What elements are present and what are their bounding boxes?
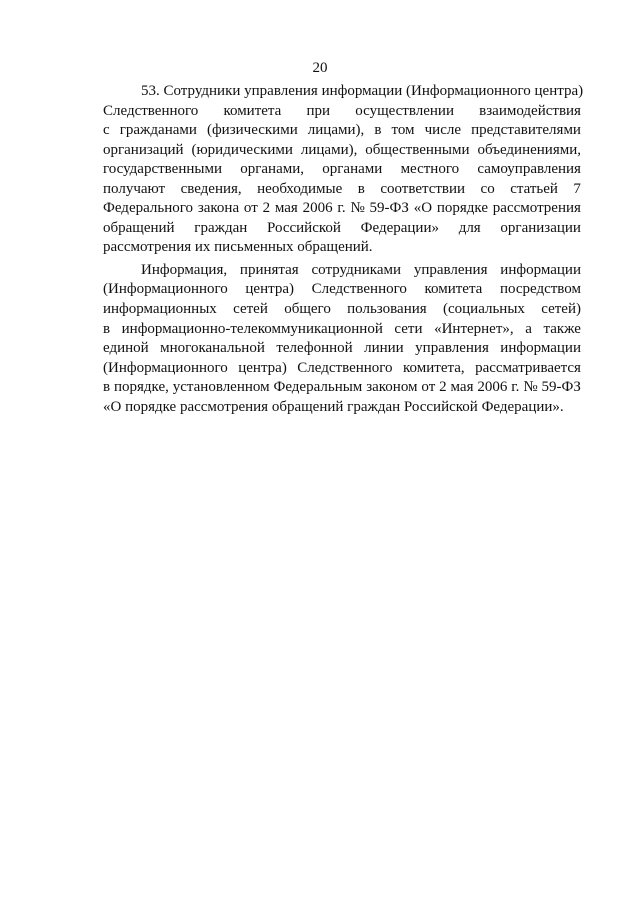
word: Следственного [311,281,407,298]
text-line [103,261,581,281]
word: том [391,122,415,139]
page-number: 20 [312,60,328,76]
word: сети [394,320,423,337]
word: соответствии [380,180,466,197]
text-line [103,280,581,300]
text-line [103,160,581,180]
text-line: 53. Сотрудники управления информации (Информационного центра) [141,83,584,99]
word: информации [500,340,581,357]
word: информационно-телекоммуникационной [121,320,383,337]
word: № [350,200,365,217]
text-line [103,180,581,200]
word: представителями [471,122,581,139]
word: организаций [103,141,184,158]
word: а [525,320,532,337]
word: организации [500,219,581,236]
text-line [103,359,581,379]
text-line [103,121,581,141]
text-line [103,339,581,359]
document-body [103,82,584,417]
word: получают [103,180,166,197]
word: (юридическими [191,141,293,158]
word: комитета [223,102,282,119]
word: сотрудниками [311,261,401,278]
word: мая [274,200,298,217]
word: объединениями, [477,141,581,158]
word: (Информационного [103,281,228,298]
word: единой [103,340,149,357]
word: закона [197,200,240,217]
word: лицами), [307,122,365,139]
word: в [374,122,382,139]
word: информационных [103,301,217,318]
word: принятая [239,261,299,278]
word: числе [424,122,461,139]
word: (социальных [442,301,525,318]
word: линии [364,340,404,357]
text-line [103,320,581,340]
text-line [103,102,581,122]
word: 7 [573,180,581,197]
word: (физическими [206,122,298,139]
paragraph-53 [103,82,584,258]
text-line [103,378,581,398]
word: обращений [103,219,175,236]
word: необходимые [257,180,343,197]
word: осуществлении [355,102,454,119]
word: органами [322,161,383,178]
word: «О [413,200,433,217]
text-line: «О порядке рассмотрения обращений граждан Российской Федерации». [103,398,564,415]
word: от [421,379,436,396]
word: рассмотрения [492,200,581,217]
word: граждан [194,219,248,236]
word: также [543,320,581,337]
word: в [103,320,111,337]
word: Российской [267,219,341,236]
word: многоканальной [160,340,265,357]
word: 59-ФЗ [369,200,409,217]
word: мая [450,379,474,396]
word: «Интернет», [434,320,514,337]
word: центра) [245,281,294,298]
word: взаимодействия [479,102,581,119]
word: 2 [439,379,447,396]
word: в [103,379,111,396]
word: Федерального [103,200,194,217]
word: г. [511,379,520,396]
word: г. [337,200,346,217]
word: управления [415,340,489,357]
word: Федеральным [273,379,363,396]
text-line: рассмотрения их письменных обращений. [103,239,373,256]
word: пользования [347,301,427,318]
word: Информация, [141,261,228,278]
word: № [523,379,538,396]
word: 2 [262,200,271,217]
word: 59-ФЗ [541,379,581,396]
word: комитета [424,281,483,298]
word: с [103,122,110,139]
word: управления [413,261,488,278]
word: установленном [172,379,270,396]
word: 2006 [477,379,508,396]
word: лицами), [300,141,358,158]
word: статьей [510,180,558,197]
word: рассматривается [475,359,581,376]
word: общего [284,301,331,318]
word: от [243,200,258,217]
text-line [103,300,581,320]
word: законом [366,379,418,396]
word: для [458,219,481,236]
word: местного [400,161,460,178]
word: посредством [499,281,581,298]
word: Федерации» [360,219,439,236]
word: со [480,180,495,197]
word: Следственного [297,359,393,376]
text-line [103,219,581,239]
word: 2006 [302,200,333,217]
word: сетей [233,301,268,318]
word: сетей) [541,301,581,318]
word: в [357,180,365,197]
word: органами, [240,161,305,178]
word: (Информационного [103,359,228,376]
word: телефонной [276,340,353,357]
word: комитета, [403,359,465,376]
word: при [306,102,331,119]
word: общественными [365,141,470,158]
word: порядке, [113,379,169,396]
word: Следственного [103,102,199,119]
word: порядке [436,200,488,217]
word: центра) [238,359,287,376]
text-line [103,199,581,219]
text-line [103,141,581,161]
word: государственными [103,161,222,178]
word: самоуправления [477,161,581,178]
word: гражданами [119,122,197,139]
word: сведения, [180,180,242,197]
word: информации [500,261,581,278]
paragraph-information [103,261,581,417]
